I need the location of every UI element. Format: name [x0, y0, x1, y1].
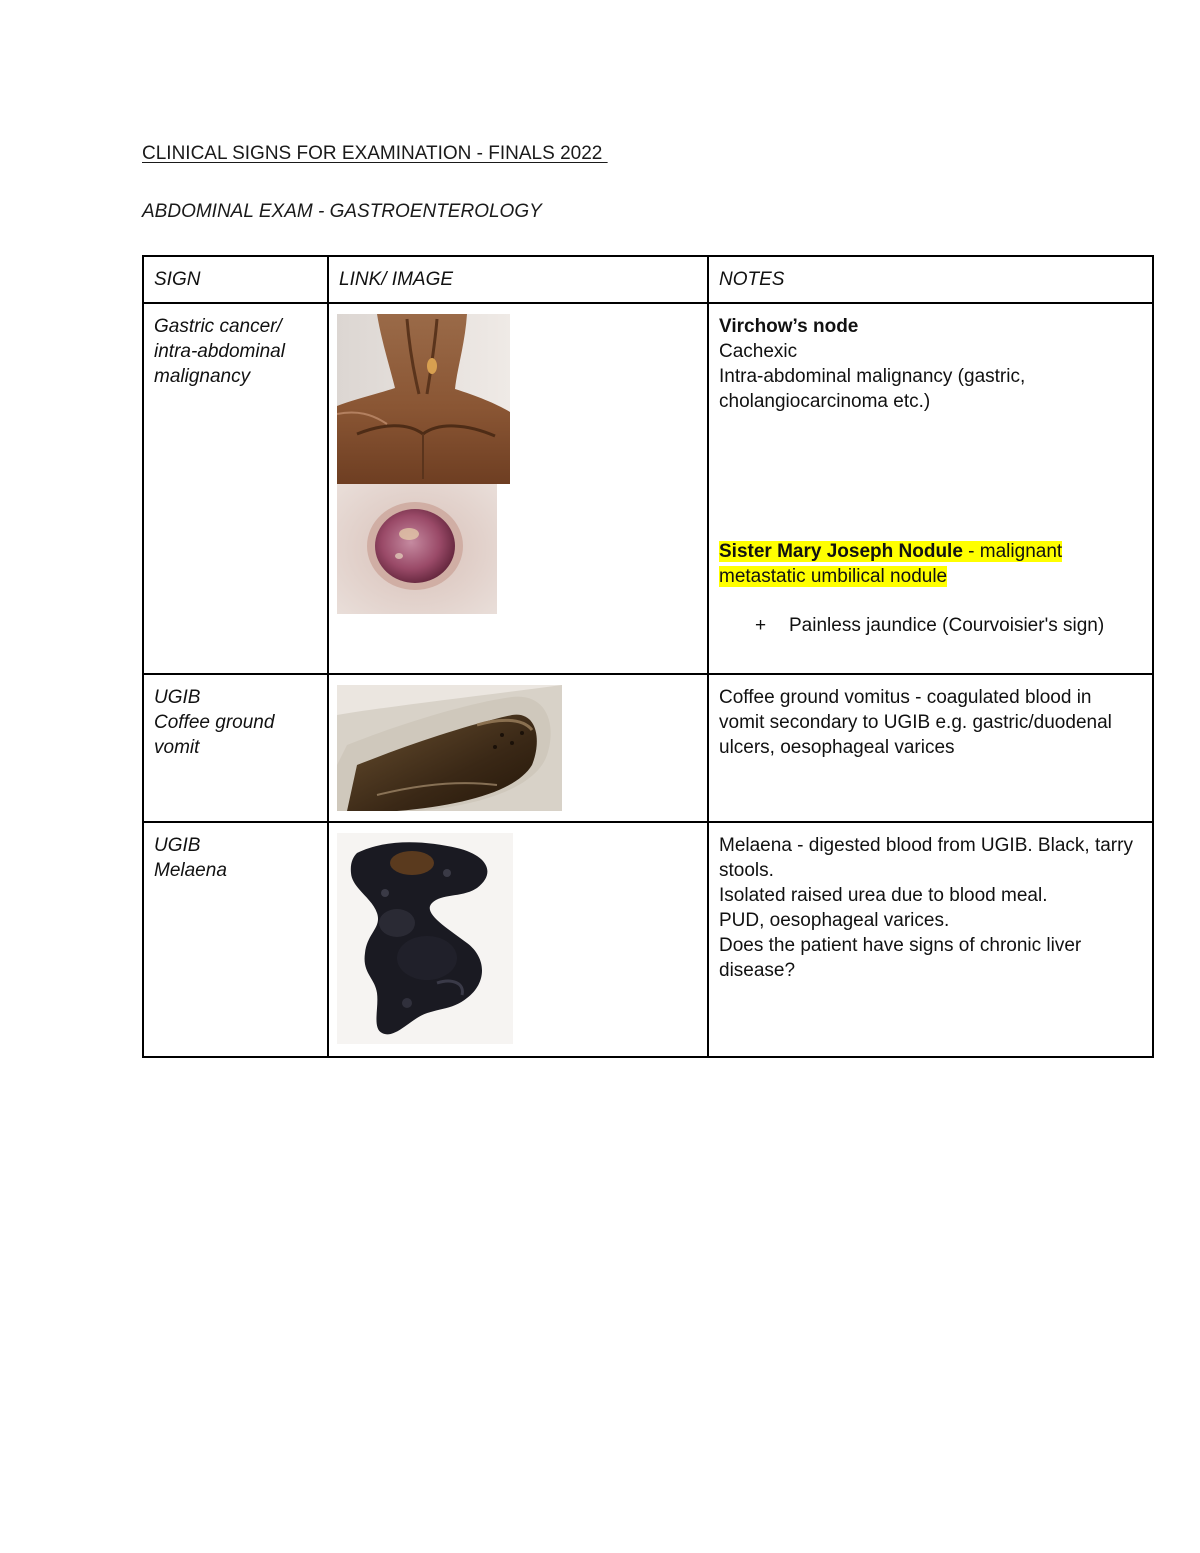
notes-line: Cachexic [719, 341, 798, 362]
header-notes: NOTES [708, 256, 1153, 303]
sign-line: UGIB [154, 687, 201, 708]
melaena-photo [337, 833, 699, 1044]
notes-heading-virchow: Virchow’s node [719, 316, 859, 337]
virchows-node-photo [337, 314, 699, 484]
notes-line: PUD, oesophageal varices. [719, 910, 950, 931]
sign-line: vomit [154, 737, 200, 758]
image-cell [328, 303, 708, 674]
clinical-signs-table [142, 255, 1154, 1058]
notes-cell [708, 822, 1153, 1057]
table-row [143, 674, 1153, 822]
sign-line: malignancy [154, 366, 251, 387]
header-sign: SIGN [143, 256, 328, 303]
notes-line: Does the patient have signs of chronic liver disease? [719, 935, 1082, 981]
image-cell [328, 674, 708, 822]
table-row [143, 303, 1153, 674]
sign-cell [143, 674, 328, 822]
notes-line: Isolated raised urea due to blood meal. [719, 885, 1048, 906]
sign-cell [143, 822, 328, 1057]
sign-line: UGIB [154, 835, 201, 856]
sign-line: intra-abdominal [154, 341, 285, 362]
sign-line: Coffee ground [154, 712, 275, 733]
notes-sister-mary-joseph [719, 539, 1142, 589]
document-subtitle: ABDOMINAL EXAM - GASTROENTEROLOGY [142, 201, 542, 222]
sign-line: Gastric cancer/ [154, 316, 282, 337]
highlighted-text: - malignant metastatic umbilical nodule [719, 541, 1063, 587]
header-link-image: LINK/ IMAGE [328, 256, 708, 303]
table-row [143, 822, 1153, 1057]
table-header-row [143, 256, 1153, 303]
notes-line: Melaena - digested blood from UGIB. Black, tarry stools. [719, 835, 1133, 881]
notes-cell [708, 303, 1153, 674]
document-title: CLINICAL SIGNS FOR EXAMINATION - FINALS 2022 [142, 143, 608, 164]
list-item [719, 613, 1142, 638]
notes-cell: Coffee ground vomitus - coagulated blood in vomit secondary to UGIB e.g. gastric/duodenal ulcers, oesophageal varices [708, 674, 1153, 822]
sign-cell [143, 303, 328, 674]
notes-line: Intra-abdominal malignancy (gastric, cholangiocarcinoma etc.) [719, 366, 1026, 412]
image-cell [328, 822, 708, 1057]
umbilical-nodule-photo [337, 484, 699, 614]
bullet-text: Painless jaundice (Courvoisier's sign) [789, 615, 1105, 636]
bullet-mark: + [755, 615, 767, 636]
sign-line: Melaena [154, 860, 227, 881]
highlighted-heading: Sister Mary Joseph Nodule [719, 541, 963, 562]
coffee-ground-vomit-photo [337, 685, 699, 811]
